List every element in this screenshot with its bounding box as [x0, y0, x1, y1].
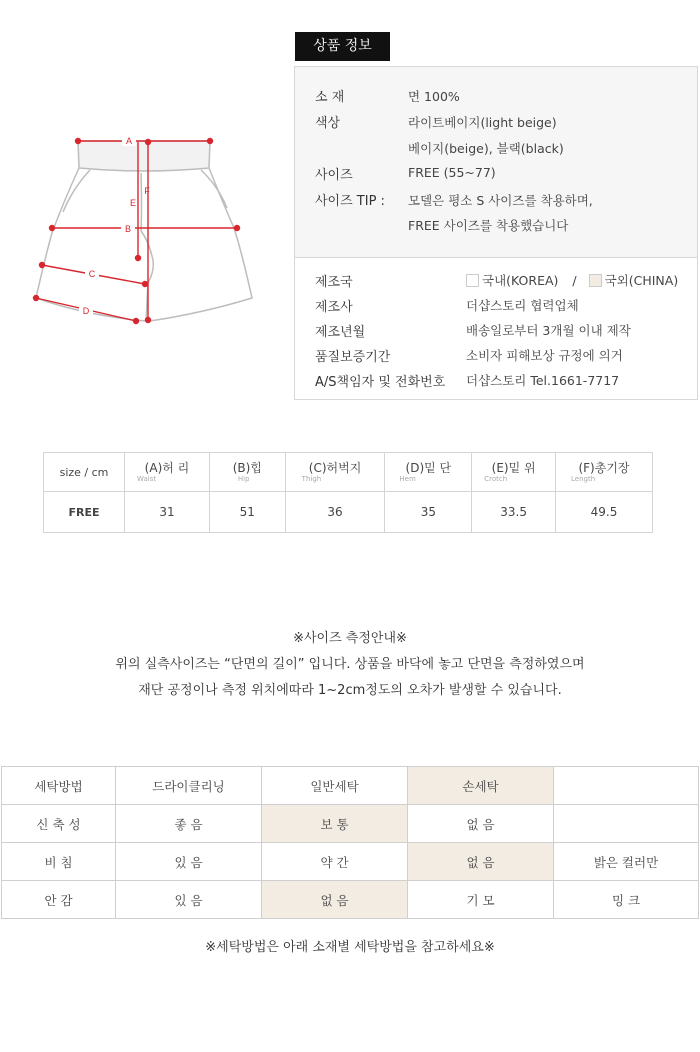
- diagram-label-d: D: [82, 306, 90, 316]
- care-cell: 일반세탁: [262, 767, 408, 805]
- size-tip-label: 사이즈 TIP :: [315, 194, 385, 209]
- care-row-stretch: [2, 805, 699, 843]
- size-header-length: (F)총기장 Length: [556, 453, 653, 492]
- maker-label: 제조사: [315, 300, 353, 315]
- size-row-label: FREE: [44, 492, 125, 533]
- size-value: FREE (55~77): [408, 165, 496, 180]
- care-cell: 밝은 컬러만: [554, 843, 699, 881]
- color-value-1: 라이트베이지(light beige): [408, 115, 557, 130]
- size-value-waist: 31: [125, 492, 210, 533]
- diagram-label-b: B: [124, 224, 132, 234]
- size-value-thigh: 36: [285, 492, 385, 533]
- color-value-2: 베이지(beige), 블랙(black): [408, 141, 564, 156]
- size-header-thigh: (C)허벅지 Thigh: [285, 453, 385, 492]
- diagram-label-f: F: [144, 186, 150, 196]
- care-cell: 좋 음: [116, 805, 262, 843]
- size-table: [43, 452, 653, 533]
- care-cell: 없 음: [408, 805, 554, 843]
- care-table: [1, 766, 699, 919]
- care-cell-selected: 없 음: [262, 881, 408, 919]
- origin-options: [466, 271, 678, 289]
- size-note-line-1: 위의 실측사이즈는 “단면의 길이” 입니다. 상품을 바닥에 놓고 단면을 측정하였으며: [115, 657, 585, 672]
- care-cell: [554, 805, 699, 843]
- made-date-value: 배송일로부터 3개월 이내 제작: [466, 323, 631, 338]
- care-cell: 있 음: [116, 881, 262, 919]
- size-label: 사이즈: [315, 168, 353, 183]
- product-info-title: 상품 정보: [295, 32, 390, 61]
- shorts-measurement-diagram: [28, 128, 258, 328]
- size-table-row: [44, 492, 653, 533]
- made-date-label: 제조년월: [315, 325, 366, 340]
- origin-label: 제조국: [315, 275, 353, 290]
- care-cell: [554, 767, 699, 805]
- origin-china-checkbox[interactable]: [589, 274, 602, 287]
- size-tip-line-2: FREE 사이즈를 착용했습니다: [408, 218, 569, 233]
- size-value-crotch: 33.5: [472, 492, 556, 533]
- size-header-crotch: (E)밑 위 Crotch: [472, 453, 556, 492]
- size-note-line-2: 재단 공정이나 측정 위치에따라 1~2cm정도의 오차가 발생할 수 있습니다.: [138, 683, 562, 698]
- care-row-wash: [2, 767, 699, 805]
- size-tip-line-1: 모델은 평소 S 사이즈를 착용하며,: [408, 193, 593, 208]
- care-cell: 밍 크: [554, 881, 699, 919]
- care-row-sheer: [2, 843, 699, 881]
- color-label: 색상: [315, 116, 341, 131]
- care-label-lining: 안 감: [2, 881, 116, 919]
- size-value-length: 49.5: [556, 492, 653, 533]
- care-cell-selected: 손세탁: [408, 767, 554, 805]
- origin-korea-checkbox[interactable]: [466, 274, 479, 287]
- warranty-label: 품질보증기간: [315, 350, 391, 365]
- size-value-hem: 35: [385, 492, 472, 533]
- care-cell-selected: 보 통: [262, 805, 408, 843]
- size-note-title: ※사이즈 측정안내※: [293, 631, 407, 646]
- diagram-label-e: E: [129, 198, 137, 208]
- care-label-stretch: 신 축 성: [2, 805, 116, 843]
- care-cell: 있 음: [116, 843, 262, 881]
- origin-china-label: 국외(CHINA): [604, 273, 679, 288]
- diagram-label-a: A: [125, 136, 133, 146]
- material-value: 면 100%: [408, 89, 460, 104]
- care-row-lining: [2, 881, 699, 919]
- care-label-sheer: 비 침: [2, 843, 116, 881]
- origin-korea-label: 국내(KOREA): [482, 273, 559, 288]
- product-info-divider: [295, 257, 697, 258]
- origin-divider: /: [572, 273, 577, 288]
- size-value-hip: 51: [209, 492, 285, 533]
- care-cell: 드라이클리닝: [116, 767, 262, 805]
- warranty-value: 소비자 피해보상 규정에 의거: [466, 348, 623, 363]
- care-cell: 약 간: [262, 843, 408, 881]
- size-header-waist: (A)허 리 Waist: [125, 453, 210, 492]
- as-contact-label: A/S책임자 및 전화번호: [315, 375, 446, 390]
- as-contact-value: 더샵스토리 Tel.1661-7717: [466, 373, 620, 388]
- material-label: 소 재: [315, 90, 345, 105]
- size-table-corner: size / cm: [44, 453, 125, 492]
- care-note: ※세탁방법은 아래 소재별 세탁방법을 참고하세요※: [205, 940, 495, 955]
- care-label-wash: 세탁방법: [2, 767, 116, 805]
- size-table-header-row: [44, 453, 653, 492]
- diagram-label-c: C: [88, 269, 96, 279]
- care-cell: 기 모: [408, 881, 554, 919]
- maker-value: 더샵스토리 협력업체: [466, 298, 579, 313]
- care-cell-selected: 없 음: [408, 843, 554, 881]
- size-header-hip: (B)힙 Hip: [209, 453, 285, 492]
- size-header-hem: (D)밑 단 Hem: [385, 453, 472, 492]
